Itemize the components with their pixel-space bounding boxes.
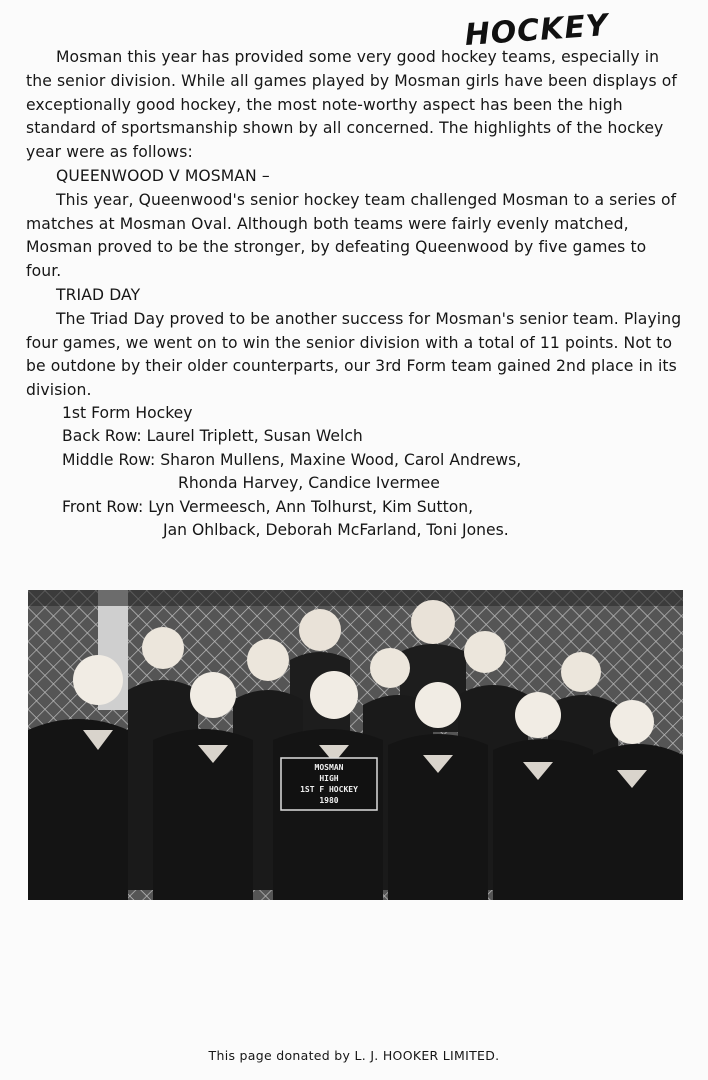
back-row-names: Laurel Triplett, Susan Welch	[146, 427, 363, 446]
sign-line-team: 1ST F HOCKEY	[300, 785, 358, 794]
section-heading-triad-day: TRIAD DAY	[56, 285, 141, 304]
caption-back-row	[62, 425, 682, 448]
back-row-label: Back Row:	[62, 427, 147, 446]
middle-row-names-continued: Rhonda Harvey, Candice Ivermee	[178, 474, 440, 493]
sponsor-footer: This page donated by L. J. HOOKER LIMITED.	[208, 1048, 500, 1063]
intro-paragraph: Mosman this year has provided some very good hockey teams, especially in the senior division. While all games played by Mosman girls have been displays of exceptionally good hockey, the most note-worthy aspect has been the high standard of sportsmanship shown by all concerned. The highlights of the hockey year were as follows:	[26, 48, 678, 162]
triad-day-paragraph: The Triad Day proved to be another success for Mosman's senior team. Playing four games, we went on to win the senior division with a total of 11 points. Not to be outdone by their older counterparts, our 3rd Form team gained 2nd place in its division.	[26, 309, 682, 400]
front-row-label: Front Row:	[62, 497, 149, 516]
middle-row-label: Middle Row:	[62, 450, 161, 469]
article-body	[26, 46, 686, 403]
front-row-names: Lyn Vermeesch, Ann Tolhurst, Kim Sutton,	[148, 497, 474, 516]
caption-front-row	[62, 496, 682, 519]
sign-line-year: 1980	[319, 796, 339, 805]
team-photo	[28, 590, 683, 900]
front-row-names-continued: Jan Ohlback, Deborah McFarland, Toni Jones.	[163, 521, 509, 540]
caption-middle-row	[62, 449, 682, 472]
middle-row-names: Sharon Mullens, Maxine Wood, Carol Andrews,	[160, 450, 522, 469]
page-title: HOCKEY	[463, 8, 610, 53]
sign-line-high: HIGH	[319, 774, 339, 783]
section-heading-queenwood: QUEENWOOD V MOSMAN –	[56, 166, 270, 185]
photo-caption	[62, 402, 682, 542]
caption-team-name: 1st Form Hockey	[62, 404, 193, 422]
sign-line-school: MOSMAN	[314, 763, 344, 772]
queenwood-paragraph: This year, Queenwood's senior hockey team challenged Mosman to a series of matches at Mosman Oval. Although both teams were fairly evenly matched, Mosman proved to be the stronger, by defeating Queenwood by five games to four.	[26, 190, 677, 281]
team-sign	[281, 758, 377, 810]
